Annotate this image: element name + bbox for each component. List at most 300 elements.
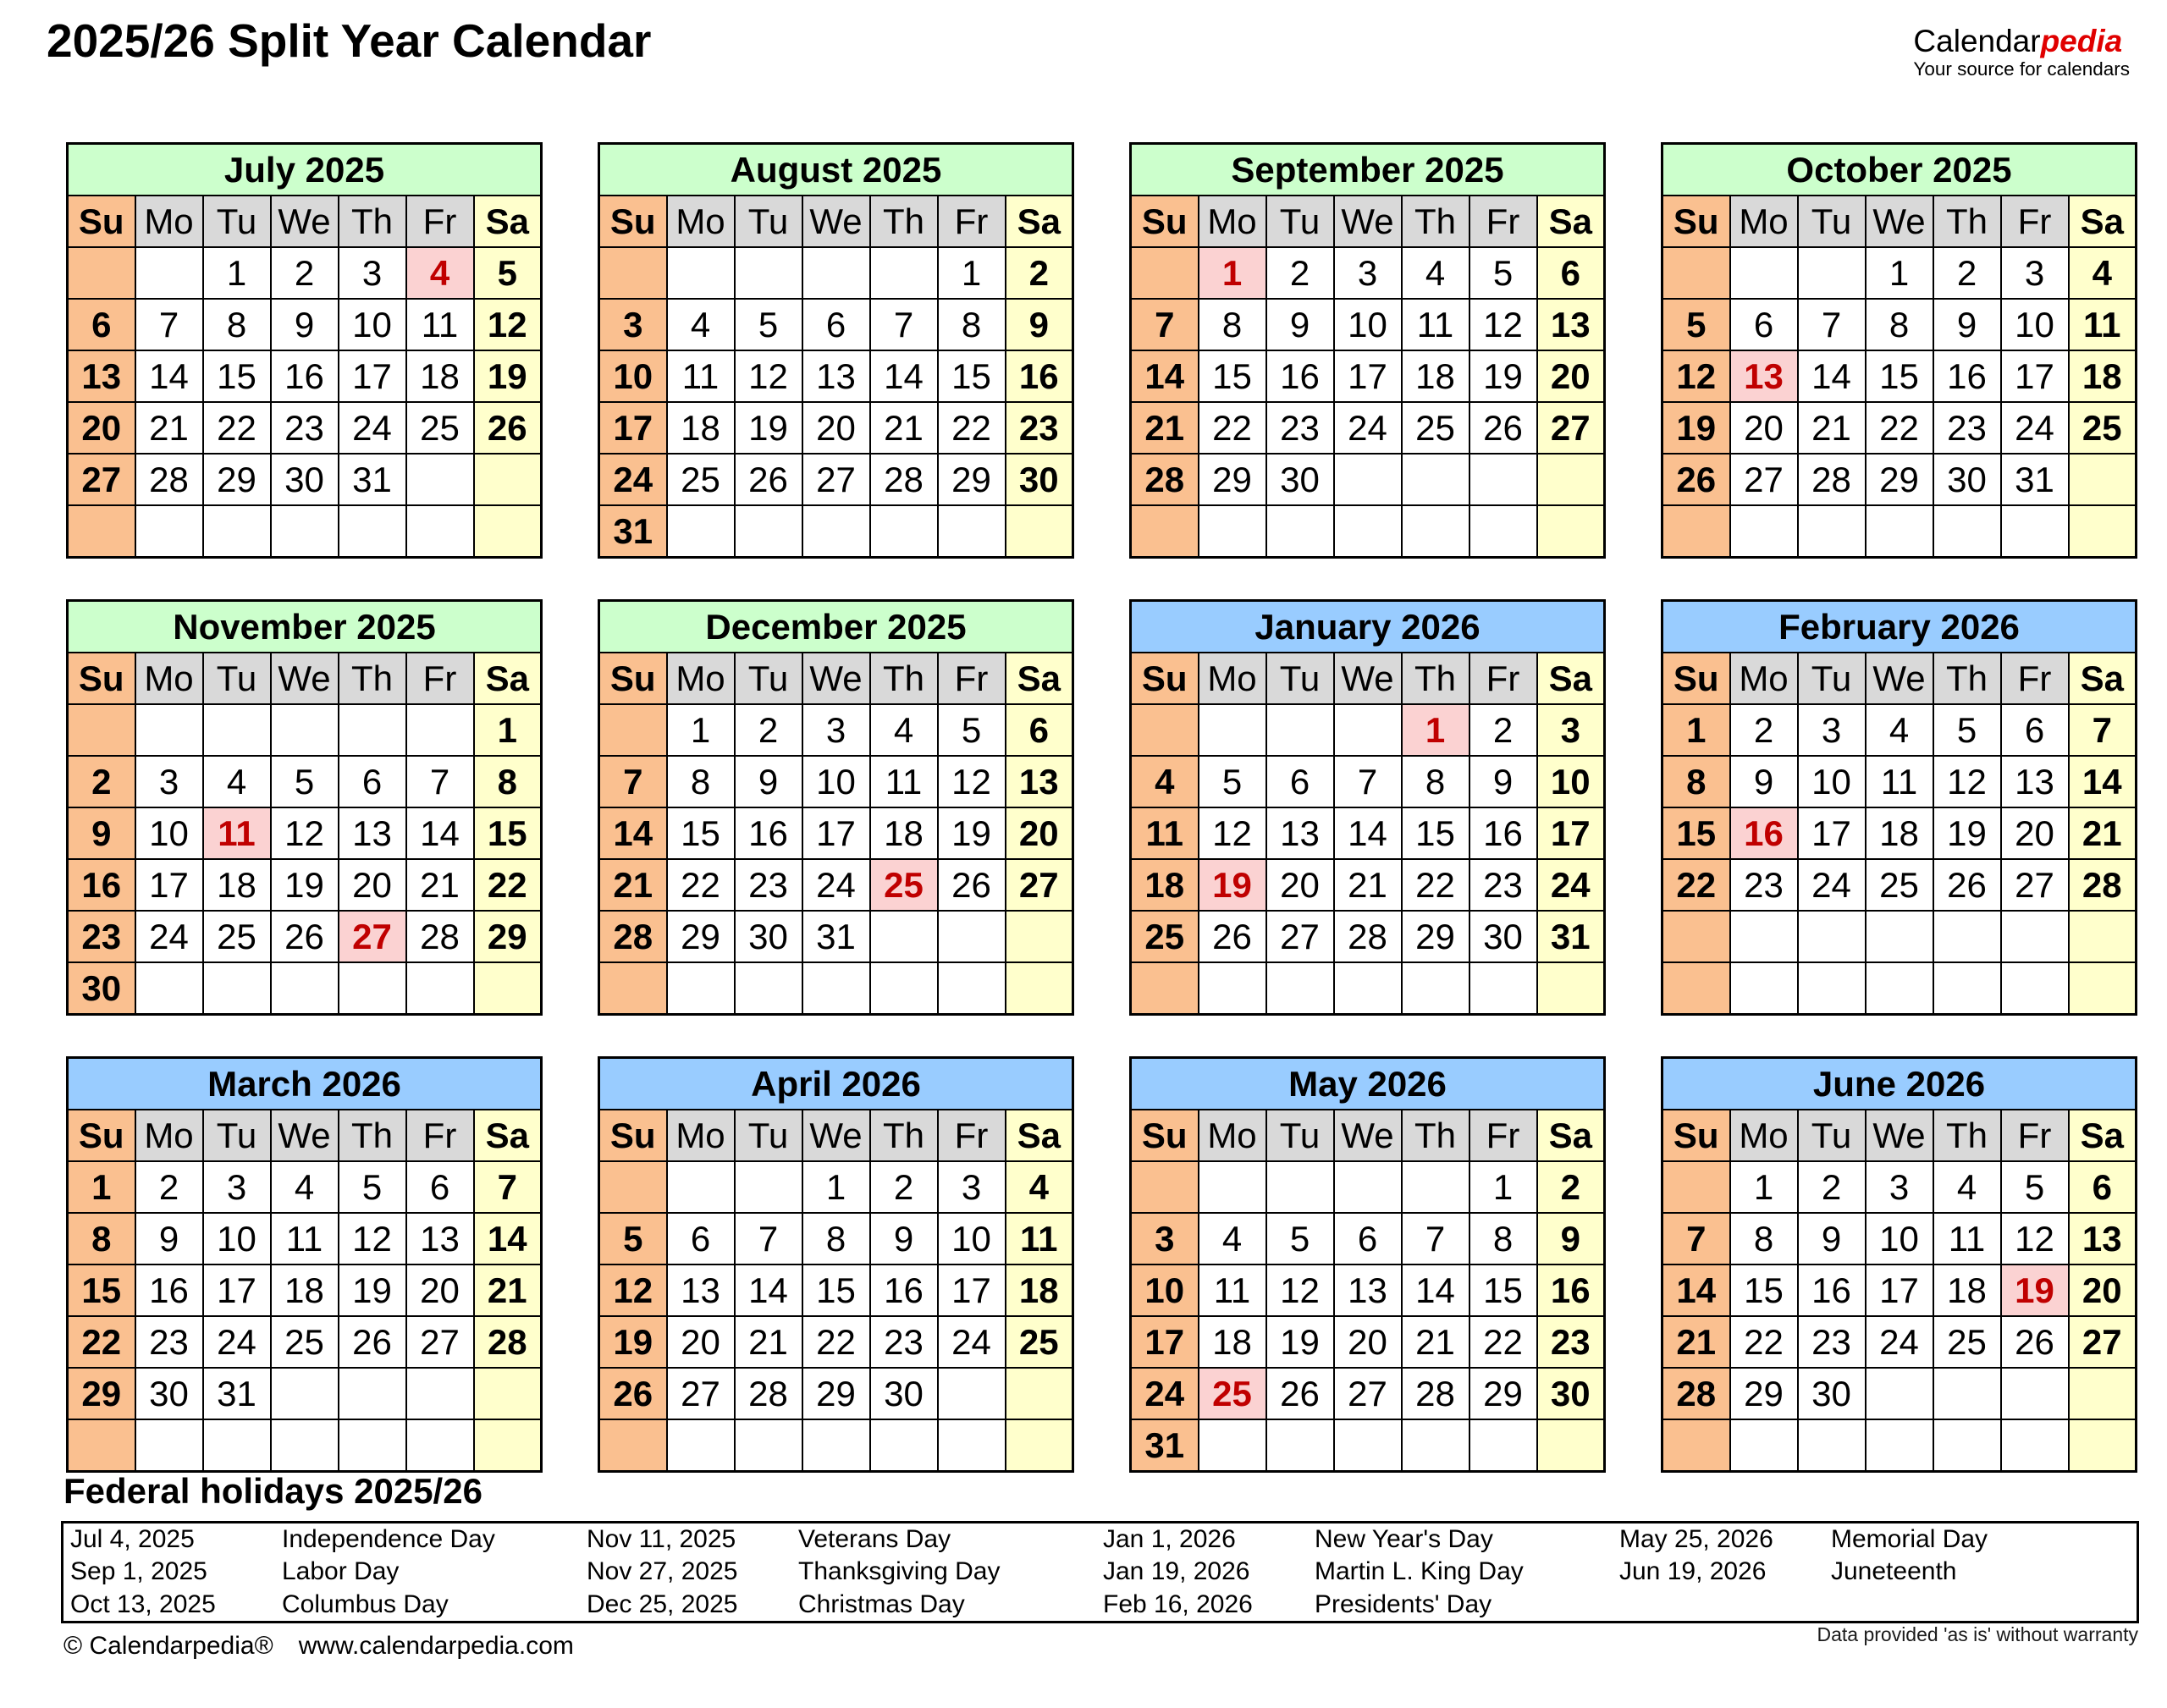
day-cell: 28 — [1131, 454, 1199, 505]
day-cell: 5 — [599, 1213, 667, 1264]
day-cell: 16 — [870, 1264, 938, 1316]
day-cell: 14 — [1662, 1264, 1730, 1316]
day-cell: 5 — [474, 247, 542, 299]
day-cell: 17 — [2001, 350, 2069, 402]
day-cell: 6 — [406, 1161, 474, 1213]
month-march-2026 — [66, 1056, 543, 1473]
day-cell: 25 — [2069, 402, 2137, 454]
day-cell: 16 — [1798, 1264, 1866, 1316]
empty-day-cell — [735, 505, 802, 558]
calendarpedia-url[interactable]: www.calendarpedia.com — [298, 1632, 574, 1660]
day-cell: 7 — [1334, 756, 1402, 807]
empty-day-cell — [1662, 247, 1730, 299]
day-cell: 13 — [339, 807, 406, 859]
day-cell: 28 — [2069, 859, 2137, 911]
empty-day-cell — [735, 1161, 802, 1213]
holiday-date: Dec 25, 2025 — [587, 1590, 738, 1618]
day-cell: 15 — [1469, 1264, 1537, 1316]
day-cell: 13 — [2001, 756, 2069, 807]
day-cell: 14 — [1131, 350, 1199, 402]
weekday-header-su: Su — [68, 196, 135, 247]
day-cell: 28 — [474, 1316, 542, 1368]
day-cell: 5 — [1933, 704, 2001, 756]
weekday-header-sa: Sa — [1537, 653, 1605, 704]
day-cell: 29 — [938, 454, 1006, 505]
weekday-header-mo: Mo — [1730, 196, 1798, 247]
weekday-header-th: Th — [339, 196, 406, 247]
empty-day-cell — [599, 1419, 667, 1472]
day-cell: 2 — [135, 1161, 203, 1213]
empty-day-cell — [1933, 962, 2001, 1015]
day-cell: 5 — [1662, 299, 1730, 350]
empty-day-cell — [406, 1368, 474, 1419]
day-cell: 20 — [667, 1316, 735, 1368]
empty-day-cell — [203, 962, 271, 1015]
day-cell: 28 — [1402, 1368, 1469, 1419]
day-cell: 31 — [339, 454, 406, 505]
weekday-header-su: Su — [1662, 196, 1730, 247]
day-cell: 10 — [938, 1213, 1006, 1264]
day-cell: 23 — [735, 859, 802, 911]
day-cell: 27 — [667, 1368, 735, 1419]
weekday-header-tu: Tu — [1798, 653, 1866, 704]
month-february-2026 — [1661, 599, 2137, 1016]
day-cell: 12 — [339, 1213, 406, 1264]
day-cell: 6 — [1006, 704, 1073, 756]
day-cell: 6 — [1537, 247, 1605, 299]
holiday-date: Sep 1, 2025 — [70, 1557, 207, 1586]
empty-day-cell — [1469, 454, 1537, 505]
holiday-name: Christmas Day — [798, 1590, 965, 1618]
month-april-2026 — [598, 1056, 1074, 1473]
weekday-header-sa: Sa — [474, 1110, 542, 1161]
empty-day-cell — [339, 962, 406, 1015]
day-cell: 1 — [1662, 704, 1730, 756]
day-cell: 26 — [271, 911, 339, 962]
day-cell: 3 — [135, 756, 203, 807]
empty-day-cell — [1334, 962, 1402, 1015]
day-cell: 3 — [1334, 247, 1402, 299]
day-cell: 4 — [1199, 1213, 1266, 1264]
empty-day-cell — [870, 962, 938, 1015]
empty-day-cell — [802, 962, 870, 1015]
day-cell: 17 — [1537, 807, 1605, 859]
weekday-header-we: We — [1334, 653, 1402, 704]
empty-day-cell — [667, 1161, 735, 1213]
day-cell: 20 — [406, 1264, 474, 1316]
weekday-header-th: Th — [1402, 653, 1469, 704]
day-cell: 6 — [1730, 299, 1798, 350]
empty-day-cell — [1730, 962, 1798, 1015]
day-cell: 18 — [2069, 350, 2137, 402]
month-may-2026 — [1129, 1056, 1606, 1473]
day-cell: 21 — [1334, 859, 1402, 911]
weekday-header-th: Th — [1933, 653, 2001, 704]
weekday-header-we: We — [1866, 1110, 1933, 1161]
day-cell: 23 — [1933, 402, 2001, 454]
day-cell: 15 — [203, 350, 271, 402]
empty-day-cell — [1798, 911, 1866, 962]
day-cell: 20 — [68, 402, 135, 454]
holiday-day-cell: 25 — [1199, 1368, 1266, 1419]
calendarpedia-logo[interactable] — [1913, 25, 2130, 80]
day-cell: 17 — [938, 1264, 1006, 1316]
weekday-header-fr: Fr — [938, 196, 1006, 247]
holiday-date: Jul 4, 2025 — [70, 1525, 195, 1554]
empty-day-cell — [406, 454, 474, 505]
day-cell: 3 — [938, 1161, 1006, 1213]
empty-day-cell — [1334, 1161, 1402, 1213]
day-cell: 20 — [1730, 402, 1798, 454]
empty-day-cell — [870, 1419, 938, 1472]
month-title-july-2025: July 2025 — [68, 144, 542, 196]
empty-day-cell — [1469, 962, 1537, 1015]
day-cell: 10 — [135, 807, 203, 859]
day-cell: 15 — [938, 350, 1006, 402]
day-cell: 14 — [474, 1213, 542, 1264]
day-cell: 21 — [1402, 1316, 1469, 1368]
day-cell: 30 — [1537, 1368, 1605, 1419]
day-cell: 24 — [2001, 402, 2069, 454]
empty-day-cell — [1402, 962, 1469, 1015]
day-cell: 7 — [1131, 299, 1199, 350]
month-december-2025 — [598, 599, 1074, 1016]
day-cell: 14 — [870, 350, 938, 402]
logo-tagline: Your source for calendars — [1913, 58, 2130, 80]
footer-copyright-row — [63, 1632, 574, 1661]
weekday-header-mo: Mo — [135, 196, 203, 247]
day-cell: 13 — [1006, 756, 1073, 807]
empty-day-cell — [1933, 1368, 2001, 1419]
empty-day-cell — [667, 247, 735, 299]
day-cell: 31 — [802, 911, 870, 962]
day-cell: 15 — [474, 807, 542, 859]
day-cell: 16 — [135, 1264, 203, 1316]
weekday-header-we: We — [802, 1110, 870, 1161]
day-cell: 26 — [474, 402, 542, 454]
weekday-header-su: Su — [1662, 653, 1730, 704]
day-cell: 7 — [1798, 299, 1866, 350]
empty-day-cell — [1866, 911, 1933, 962]
day-cell: 8 — [667, 756, 735, 807]
weekday-header-th: Th — [1402, 1110, 1469, 1161]
day-cell: 13 — [1537, 299, 1605, 350]
day-cell: 16 — [68, 859, 135, 911]
page-title: 2025/26 Split Year Calendar — [47, 14, 652, 67]
month-november-2025 — [66, 599, 543, 1016]
weekday-header-su: Su — [599, 196, 667, 247]
day-cell: 22 — [1662, 859, 1730, 911]
day-cell: 14 — [135, 350, 203, 402]
day-cell: 17 — [599, 402, 667, 454]
empty-day-cell — [271, 704, 339, 756]
weekday-header-we: We — [1866, 653, 1933, 704]
empty-day-cell — [938, 1419, 1006, 1472]
empty-day-cell — [2001, 1368, 2069, 1419]
day-cell: 2 — [1006, 247, 1073, 299]
day-cell: 6 — [1266, 756, 1334, 807]
day-cell: 24 — [203, 1316, 271, 1368]
day-cell: 5 — [735, 299, 802, 350]
day-cell: 7 — [2069, 704, 2137, 756]
day-cell: 18 — [1131, 859, 1199, 911]
day-cell: 4 — [2069, 247, 2137, 299]
month-title-december-2025: December 2025 — [599, 601, 1073, 653]
weekday-header-tu: Tu — [1266, 653, 1334, 704]
day-cell: 25 — [1866, 859, 1933, 911]
weekday-header-we: We — [1334, 196, 1402, 247]
day-cell: 16 — [1266, 350, 1334, 402]
empty-day-cell — [406, 704, 474, 756]
day-cell: 13 — [1334, 1264, 1402, 1316]
weekday-header-sa: Sa — [2069, 653, 2137, 704]
day-cell: 12 — [1266, 1264, 1334, 1316]
empty-day-cell — [1334, 454, 1402, 505]
day-cell: 16 — [1933, 350, 2001, 402]
holiday-name: Labor Day — [282, 1557, 400, 1586]
day-cell: 4 — [1006, 1161, 1073, 1213]
day-cell: 28 — [1334, 911, 1402, 962]
day-cell: 15 — [802, 1264, 870, 1316]
day-cell: 26 — [1199, 911, 1266, 962]
day-cell: 7 — [474, 1161, 542, 1213]
month-july-2025 — [66, 142, 543, 559]
empty-day-cell — [1469, 1419, 1537, 1472]
day-cell: 3 — [1866, 1161, 1933, 1213]
day-cell: 15 — [667, 807, 735, 859]
empty-day-cell — [203, 505, 271, 558]
day-cell: 29 — [802, 1368, 870, 1419]
empty-day-cell — [938, 962, 1006, 1015]
empty-day-cell — [406, 1419, 474, 1472]
day-cell: 23 — [1730, 859, 1798, 911]
holiday-date: May 25, 2026 — [1619, 1525, 1773, 1554]
day-cell: 6 — [667, 1213, 735, 1264]
day-cell: 31 — [1537, 911, 1605, 962]
empty-day-cell — [406, 505, 474, 558]
day-cell: 22 — [938, 402, 1006, 454]
empty-day-cell — [1798, 247, 1866, 299]
month-october-2025 — [1661, 142, 2137, 559]
holiday-name: New Year's Day — [1315, 1525, 1493, 1554]
holiday-date: Nov 11, 2025 — [587, 1525, 736, 1554]
day-cell: 24 — [599, 454, 667, 505]
empty-day-cell — [735, 1419, 802, 1472]
day-cell: 12 — [938, 756, 1006, 807]
month-august-2025 — [598, 142, 1074, 559]
day-cell: 2 — [1537, 1161, 1605, 1213]
day-cell: 29 — [1469, 1368, 1537, 1419]
empty-day-cell — [1199, 1419, 1266, 1472]
day-cell: 5 — [1199, 756, 1266, 807]
day-cell: 6 — [802, 299, 870, 350]
day-cell: 27 — [406, 1316, 474, 1368]
day-cell: 30 — [870, 1368, 938, 1419]
day-cell: 12 — [1662, 350, 1730, 402]
day-cell: 24 — [135, 911, 203, 962]
day-cell: 27 — [2069, 1316, 2137, 1368]
day-cell: 21 — [735, 1316, 802, 1368]
weekday-header-tu: Tu — [735, 196, 802, 247]
day-cell: 5 — [1469, 247, 1537, 299]
weekday-header-th: Th — [1933, 196, 2001, 247]
day-cell: 18 — [1866, 807, 1933, 859]
day-cell: 13 — [1266, 807, 1334, 859]
weekday-header-tu: Tu — [203, 653, 271, 704]
weekday-header-fr: Fr — [2001, 1110, 2069, 1161]
day-cell: 30 — [1933, 454, 2001, 505]
empty-day-cell — [2001, 1419, 2069, 1472]
weekday-header-su: Su — [1131, 196, 1199, 247]
day-cell: 16 — [1469, 807, 1537, 859]
day-cell: 8 — [1662, 756, 1730, 807]
day-cell: 22 — [474, 859, 542, 911]
weekday-header-fr: Fr — [2001, 196, 2069, 247]
day-cell: 19 — [1266, 1316, 1334, 1368]
federal-holidays-table — [61, 1521, 2139, 1623]
day-cell: 23 — [870, 1316, 938, 1368]
month-title-january-2026: January 2026 — [1131, 601, 1605, 653]
empty-day-cell — [1266, 962, 1334, 1015]
day-cell: 14 — [2069, 756, 2137, 807]
weekday-header-th: Th — [870, 196, 938, 247]
holiday-date: Jun 19, 2026 — [1619, 1557, 1767, 1586]
day-cell: 7 — [135, 299, 203, 350]
empty-day-cell — [1798, 1419, 1866, 1472]
empty-day-cell — [1131, 1161, 1199, 1213]
holiday-day-cell: 25 — [870, 859, 938, 911]
day-cell: 22 — [1402, 859, 1469, 911]
day-cell: 24 — [1131, 1368, 1199, 1419]
day-cell: 8 — [802, 1213, 870, 1264]
weekday-header-sa: Sa — [1537, 1110, 1605, 1161]
day-cell: 11 — [1933, 1213, 2001, 1264]
empty-day-cell — [339, 505, 406, 558]
weekday-header-mo: Mo — [135, 653, 203, 704]
day-cell: 24 — [938, 1316, 1006, 1368]
empty-day-cell — [474, 1419, 542, 1472]
empty-day-cell — [1730, 505, 1798, 558]
empty-day-cell — [938, 505, 1006, 558]
weekday-header-sa: Sa — [1006, 653, 1073, 704]
weekday-header-sa: Sa — [2069, 196, 2137, 247]
empty-day-cell — [1933, 911, 2001, 962]
empty-day-cell — [1006, 911, 1073, 962]
empty-day-cell — [68, 505, 135, 558]
month-title-june-2026: June 2026 — [1662, 1058, 2137, 1110]
day-cell: 13 — [68, 350, 135, 402]
empty-day-cell — [2069, 1368, 2137, 1419]
day-cell: 9 — [271, 299, 339, 350]
weekday-header-we: We — [271, 653, 339, 704]
empty-day-cell — [1199, 704, 1266, 756]
weekday-header-su: Su — [1131, 1110, 1199, 1161]
empty-day-cell — [1402, 454, 1469, 505]
empty-day-cell — [2069, 454, 2137, 505]
empty-day-cell — [1866, 1368, 1933, 1419]
day-cell: 28 — [599, 911, 667, 962]
day-cell: 19 — [1933, 807, 2001, 859]
weekday-header-mo: Mo — [667, 196, 735, 247]
weekday-header-th: Th — [1402, 196, 1469, 247]
weekday-header-we: We — [271, 196, 339, 247]
day-cell: 20 — [2001, 807, 2069, 859]
day-cell: 28 — [135, 454, 203, 505]
day-cell: 25 — [203, 911, 271, 962]
day-cell: 17 — [1866, 1264, 1933, 1316]
empty-day-cell — [271, 505, 339, 558]
day-cell: 27 — [1730, 454, 1798, 505]
day-cell: 11 — [870, 756, 938, 807]
day-cell: 10 — [1537, 756, 1605, 807]
day-cell: 18 — [1933, 1264, 2001, 1316]
empty-day-cell — [1402, 1419, 1469, 1472]
empty-day-cell — [2001, 962, 2069, 1015]
weekday-header-su: Su — [68, 1110, 135, 1161]
empty-day-cell — [870, 505, 938, 558]
day-cell: 6 — [339, 756, 406, 807]
day-cell: 30 — [271, 454, 339, 505]
empty-day-cell — [1537, 1419, 1605, 1472]
empty-day-cell — [135, 962, 203, 1015]
day-cell: 13 — [667, 1264, 735, 1316]
holiday-day-cell: 19 — [2001, 1264, 2069, 1316]
empty-day-cell — [271, 962, 339, 1015]
holiday-name: Presidents' Day — [1315, 1590, 1492, 1618]
day-cell: 14 — [1402, 1264, 1469, 1316]
day-cell: 31 — [203, 1368, 271, 1419]
day-cell: 5 — [1266, 1213, 1334, 1264]
empty-day-cell — [1334, 1419, 1402, 1472]
month-june-2026 — [1661, 1056, 2137, 1473]
day-cell: 2 — [735, 704, 802, 756]
day-cell: 27 — [2001, 859, 2069, 911]
weekday-header-sa: Sa — [1537, 196, 1605, 247]
holiday-day-cell: 16 — [1730, 807, 1798, 859]
holiday-day-cell: 13 — [1730, 350, 1798, 402]
holiday-day-cell: 27 — [339, 911, 406, 962]
empty-day-cell — [1866, 505, 1933, 558]
day-cell: 6 — [68, 299, 135, 350]
day-cell: 22 — [68, 1316, 135, 1368]
holiday-day-cell: 11 — [203, 807, 271, 859]
empty-day-cell — [599, 247, 667, 299]
day-cell: 29 — [68, 1368, 135, 1419]
day-cell: 11 — [1199, 1264, 1266, 1316]
day-cell: 21 — [406, 859, 474, 911]
weekday-header-th: Th — [339, 653, 406, 704]
day-cell: 20 — [1334, 1316, 1402, 1368]
day-cell: 2 — [1469, 704, 1537, 756]
month-title-february-2026: February 2026 — [1662, 601, 2137, 653]
empty-day-cell — [1131, 962, 1199, 1015]
empty-day-cell — [271, 1419, 339, 1472]
day-cell: 21 — [1131, 402, 1199, 454]
day-cell: 8 — [203, 299, 271, 350]
empty-day-cell — [68, 247, 135, 299]
months-grid — [66, 142, 2137, 1473]
day-cell: 21 — [1798, 402, 1866, 454]
day-cell: 22 — [667, 859, 735, 911]
day-cell: 31 — [599, 505, 667, 558]
empty-day-cell — [2001, 505, 2069, 558]
day-cell: 12 — [1199, 807, 1266, 859]
logo-text-black: Calendar — [1913, 24, 2041, 58]
day-cell: 24 — [1866, 1316, 1933, 1368]
day-cell: 10 — [1131, 1264, 1199, 1316]
day-cell: 12 — [599, 1264, 667, 1316]
day-cell: 18 — [203, 859, 271, 911]
